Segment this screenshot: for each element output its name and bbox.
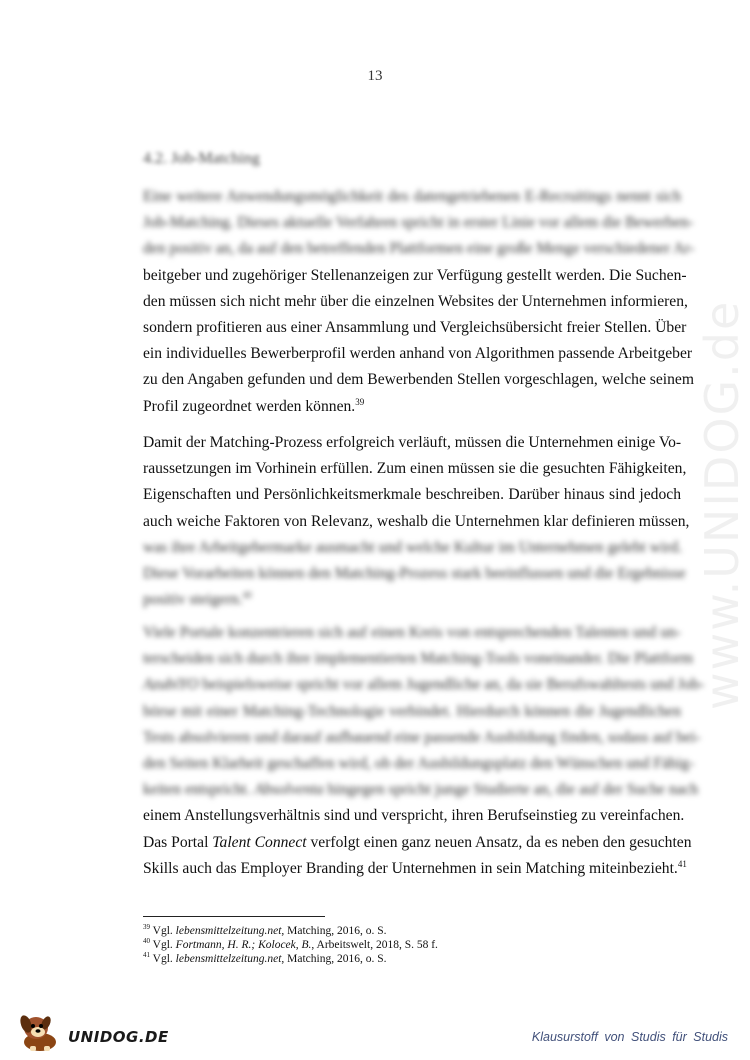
text-run: Skills auch das Employer Branding der Unternehmen in sein Matching miteinbezieht. (143, 859, 678, 877)
text-line: was ihre Arbeitgebermarke ausmacht und welche Kultur im Unternehmen gelebt wird. (143, 538, 683, 556)
footnote-prefix: Vgl. (152, 953, 176, 965)
text-line: den positiv an, da auf den betreffenden Plattformen eine große Menge verschiedener Ar- (143, 240, 695, 258)
footnote-detail: , Matching, 2016, o. S. (281, 953, 387, 965)
tagline: Klausurstoff von Studis für Studis (531, 1030, 728, 1044)
text-run: Profil zugeordnet werden können. (143, 397, 356, 415)
footnote-number: 41 (143, 951, 150, 960)
text-line (143, 856, 687, 882)
text-line: Viele Portale konzentrieren sich auf einen Kreis von entsprechenden Talenten und un- (143, 624, 681, 641)
text-run: hingegen spricht junge Studierte an, die auf der Suche nach (323, 781, 699, 799)
text-line (143, 672, 705, 698)
text-line: einem Anstellungsverhältnis sind und verspricht, ihren Berufseinstieg zu vereinfachen. (143, 807, 685, 825)
page-number: 13 (367, 68, 383, 84)
unidog-logo (16, 1010, 169, 1050)
logo-text: UNIDOG.DE (68, 1028, 169, 1046)
footnotes (143, 924, 438, 966)
text-line: Eigenschaften und Persönlichkeitsmerkmale beschreiben. Darüber hinaus sind jedoch (143, 486, 681, 504)
text-line: Tests absolvieren und darauf aufbauend eine passende Ausbildung finden, sodass auf bei- (143, 728, 701, 746)
footnote (143, 938, 438, 952)
watermark: www.UNIDOG.de (695, 299, 749, 710)
footnote-ref: 40 (242, 590, 252, 601)
text-run: keiten entspricht. (143, 781, 255, 799)
footnote-number: 40 (143, 937, 150, 946)
footnote-prefix: Vgl. (152, 925, 176, 937)
dog-icon (16, 1010, 66, 1054)
footnote (143, 924, 438, 938)
text-line: sondern profitieren aus einer Ansammlung und Vergleichsübersicht freier Stellen. Über (143, 319, 687, 337)
text-line (143, 587, 681, 613)
text-line: zu den Angaben gefunden und dem Bewerbenden Stellen vorgeschlagen, welche seinem (143, 371, 694, 389)
text-line: ein individuelles Bewerberprofil werden anhand von Algorithmen passende Arbeitgeber (143, 345, 693, 363)
text-run: positiv steigern. (143, 591, 243, 609)
text-line: Job-Matching. Dieses aktuelle Verfahren spricht in erster Linie vor allem die Bewerben- (143, 214, 694, 232)
footnote-detail: , Matching, 2016, o. S. (281, 925, 387, 937)
section-heading: 4.2. Job-Matching (143, 150, 260, 167)
portal-name: Absolventa (254, 781, 324, 799)
footnote (143, 952, 438, 966)
footnote-detail: , Arbeitswelt, 2018, S. 58 f. (311, 939, 438, 951)
text-line: terscheiden sich durch ihre implementierten Matching-Tools voneinander. Die Plattform (143, 650, 694, 668)
portal-name: Talent Connect (212, 833, 307, 851)
footnote-ref: 41 (677, 858, 687, 869)
footnote-source: Fortmann, H. R.; Kolocek, B. (175, 939, 312, 951)
text-line: auch weiche Faktoren von Relevanz, weshalb die Unternehmen klar definieren müssen, (143, 512, 690, 530)
text-line: Damit der Matching-Prozess erfolgreich verläuft, müssen die Unternehmen einige Vo- (143, 434, 682, 451)
paragraph-2 (143, 430, 690, 613)
footnote-source: lebensmittelzeitung.net (175, 953, 282, 965)
text-line: den müssen sich nicht mehr über die einzelnen Websites der Unternehmen informieren, (143, 292, 688, 310)
text-run: beispielsweise spricht vor allem Jugendliche an, da sie Berufswahltests und Job- (198, 676, 705, 694)
text-line: raussetzungen im Vorhinein erfüllen. Zum einen müssen sie die gesuchten Fähigkeiten, (143, 460, 687, 478)
text-line (143, 777, 699, 803)
text-line (143, 830, 692, 856)
text-line: beitgeber und zugehöriger Stellenanzeigen zur Verfügung gestellt werden. Die Suchen- (143, 266, 687, 284)
footnote-ref: 39 (355, 396, 365, 407)
text-line: Eine weitere Anwendungsmöglichkeit des datengetriebenen E-Recruitings nennt sich (143, 188, 681, 205)
footnote-prefix: Vgl. (152, 939, 176, 951)
text-line (143, 394, 681, 420)
footnote-number: 39 (143, 923, 150, 932)
text-line: Diese Vorarbeiten können den Matching-Prozess stark beeinflussen und die Ergebnisse (143, 565, 686, 583)
footnote-source: lebensmittelzeitung.net (175, 925, 282, 937)
text-run: verfolgt einen ganz neuen Ansatz, da es neben den gesuchten (306, 833, 692, 851)
footnote-divider (143, 916, 325, 917)
portal-name: AzubiYO (143, 676, 199, 694)
text-run: Das Portal (143, 833, 213, 851)
text-line: den Seiten Klarheit geschaffen wird, ob der Ausbildungsplatz den Wünschen und Fähig- (143, 755, 695, 773)
paragraph-3 (143, 620, 705, 882)
text-line: börse mit einer Matching-Technologie verbindet. Hierdurch können die Jugendlichen (143, 702, 681, 720)
paragraph-1 (143, 184, 695, 420)
